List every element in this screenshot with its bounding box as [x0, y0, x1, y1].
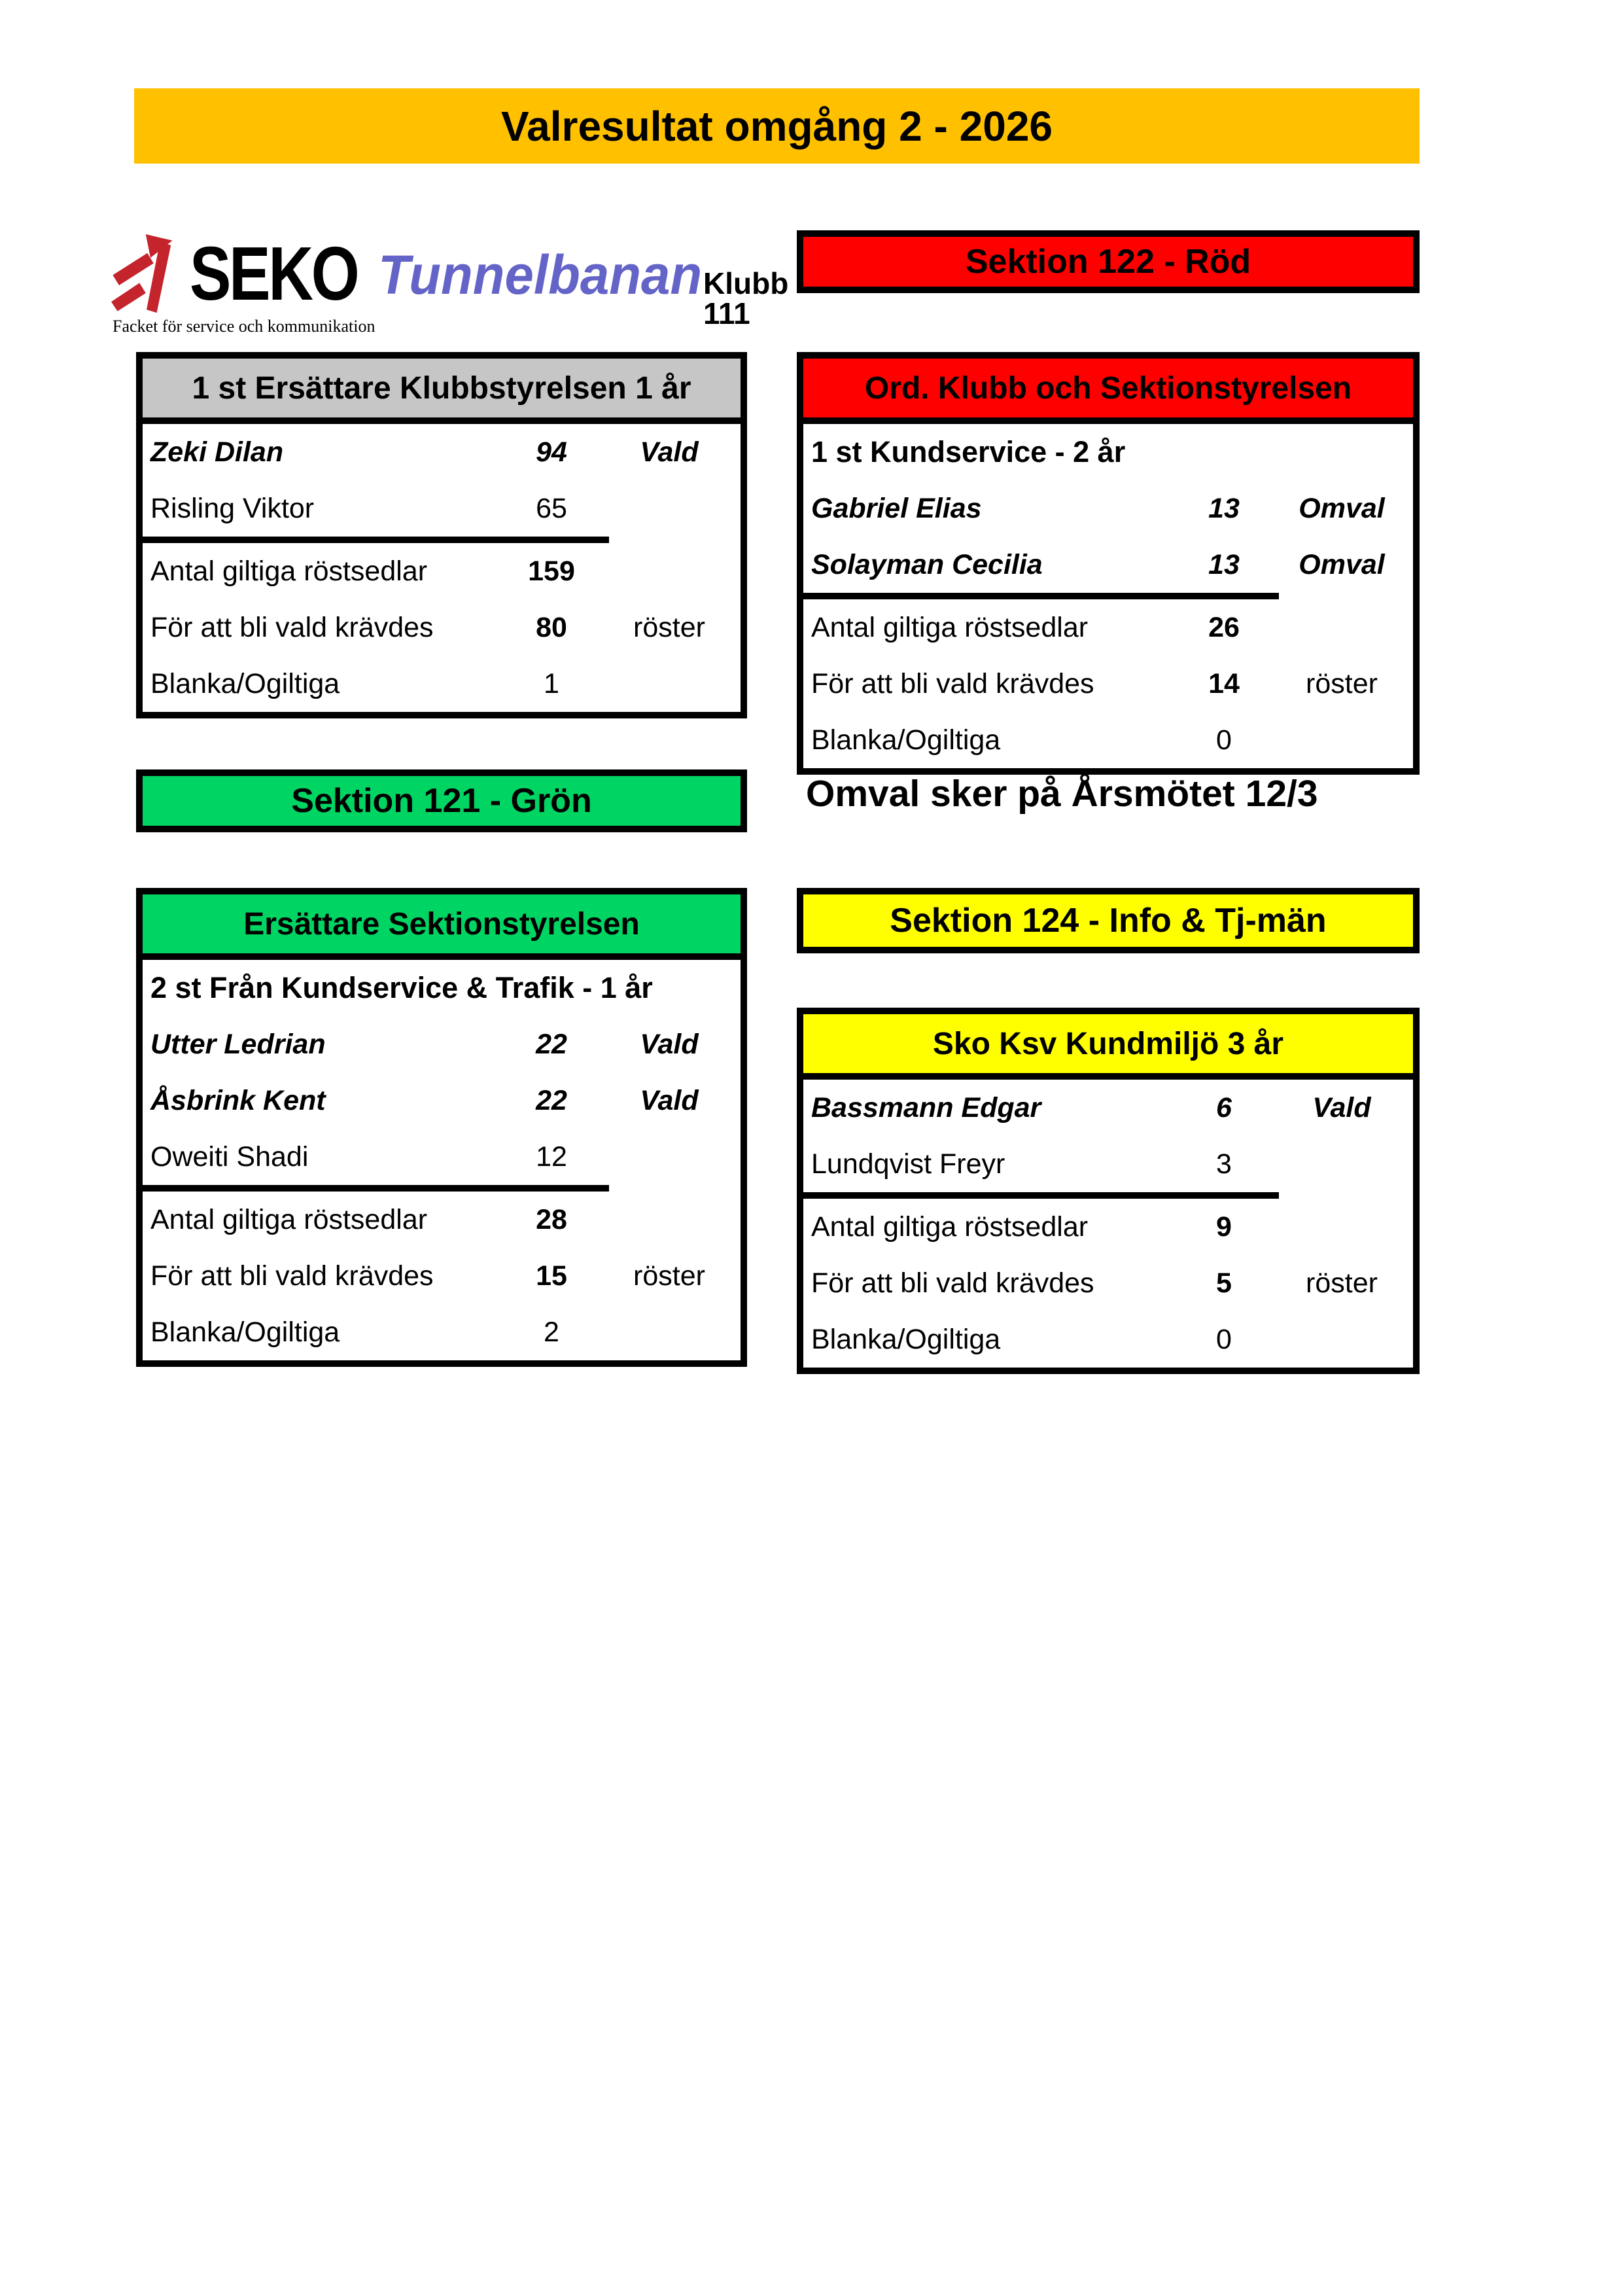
table-row	[143, 424, 741, 480]
table-row	[803, 1255, 1413, 1311]
summary-label: För att bli vald krävdes	[811, 667, 1094, 699]
summary-label: För att bli vald krävdes	[811, 1267, 1094, 1299]
logo-klubb-number: Klubb 111	[703, 266, 789, 330]
table-row	[803, 599, 1413, 656]
status-label: Vald	[640, 436, 699, 468]
table-row	[143, 1129, 741, 1185]
summary-label: Blanka/Ogiltiga	[811, 724, 1001, 756]
summary-value: 80	[536, 611, 567, 643]
vote-count: 13	[1208, 492, 1240, 524]
summary-divider	[803, 593, 1279, 599]
table-row	[803, 1136, 1413, 1192]
summary-value: 2	[544, 1316, 559, 1348]
table-row	[803, 712, 1413, 768]
table-header: Sko Ksv Kundmiljö 3 år	[803, 1014, 1413, 1080]
summary-unit: röster	[633, 1260, 705, 1292]
summary-value: 14	[1208, 667, 1240, 699]
candidate-name: Utter Ledrian	[150, 1028, 326, 1060]
omval-note: Omval sker på Årsmötet 12/3	[806, 773, 1318, 815]
summary-label: För att bli vald krävdes	[150, 1260, 434, 1292]
table-row	[143, 1016, 741, 1072]
table-row	[803, 1080, 1413, 1136]
table-row	[803, 1311, 1413, 1368]
summary-value: 15	[536, 1260, 567, 1292]
table-row	[803, 656, 1413, 712]
table-ersattare-sektionstyrelsen	[136, 888, 747, 1367]
table-row	[143, 543, 741, 599]
summary-value: 1	[544, 667, 559, 699]
status-label: Omval	[1299, 492, 1385, 524]
summary-value: 5	[1216, 1267, 1232, 1299]
summary-label: För att bli vald krävdes	[150, 611, 434, 643]
summary-value: 0	[1216, 1323, 1232, 1355]
table-row	[143, 1192, 741, 1248]
summary-label: Antal giltiga röstsedlar	[811, 1210, 1089, 1243]
seko-logo	[111, 231, 789, 336]
vote-count: 3	[1216, 1148, 1232, 1180]
logo-tagline: Facket för service och kommunikation	[113, 317, 375, 336]
table-row	[803, 1199, 1413, 1255]
table-row	[143, 1304, 741, 1360]
status-label: Vald	[640, 1028, 699, 1060]
table-header: Ord. Klubb och Sektionstyrelsen	[803, 359, 1413, 424]
status-label: Vald	[640, 1084, 699, 1116]
vote-count: 12	[536, 1140, 567, 1173]
candidate-name: Bassmann Edgar	[811, 1091, 1041, 1123]
candidate-name: Gabriel Elias	[811, 492, 982, 524]
table-ord-klubb	[797, 352, 1420, 775]
summary-unit: röster	[1306, 667, 1378, 699]
summary-divider	[143, 1185, 609, 1192]
table-row	[143, 599, 741, 656]
candidate-name: Risling Viktor	[150, 492, 315, 524]
summary-divider	[143, 537, 609, 543]
candidate-name: Solayman Cecilia	[811, 548, 1043, 580]
banner-sektion-124: Sektion 124 - Info & Tj-män	[797, 888, 1420, 953]
seko-mark-icon	[111, 234, 182, 313]
summary-label: Antal giltiga röstsedlar	[811, 611, 1089, 643]
summary-label: Antal giltiga röstsedlar	[150, 555, 428, 587]
summary-label: Blanka/Ogiltiga	[150, 667, 340, 699]
vote-count: 13	[1208, 548, 1240, 580]
summary-value: 0	[1216, 724, 1232, 756]
candidate-name: Oweiti Shadi	[150, 1140, 309, 1173]
logo-division-name: Tunnelbanan	[378, 244, 703, 306]
table-header: Ersättare Sektionstyrelsen	[143, 894, 741, 960]
banner-sektion-121: Sektion 121 - Grön	[136, 769, 747, 832]
vote-count: 22	[536, 1084, 567, 1116]
banner-sektion-122: Sektion 122 - Röd	[797, 230, 1420, 293]
summary-value: 159	[528, 555, 575, 587]
status-label: Omval	[1299, 548, 1385, 580]
logo-org-name: SEKO	[190, 231, 358, 316]
candidate-name: Lundqvist Freyr	[811, 1148, 1005, 1180]
vote-count: 94	[536, 436, 567, 468]
candidate-name: Zeki Dilan	[150, 436, 284, 468]
table-row	[143, 480, 741, 537]
status-label: Vald	[1312, 1091, 1371, 1123]
summary-value: 28	[536, 1203, 567, 1235]
table-row	[803, 480, 1413, 537]
candidate-name: Åsbrink Kent	[150, 1084, 326, 1116]
table-row	[803, 537, 1413, 593]
page-title: Valresultat omgång 2 - 2026	[134, 88, 1420, 164]
summary-unit: röster	[1306, 1267, 1378, 1299]
summary-divider	[803, 1192, 1279, 1199]
summary-label: Antal giltiga röstsedlar	[150, 1203, 428, 1235]
table-row	[143, 1072, 741, 1129]
table-subheader: 2 st Från Kundservice & Trafik - 1 år	[150, 971, 653, 1004]
table-row	[143, 656, 741, 712]
table-header: 1 st Ersättare Klubbstyrelsen 1 år	[143, 359, 741, 424]
summary-label: Blanka/Ogiltiga	[150, 1316, 340, 1348]
table-klubbstyrelsen	[136, 352, 747, 718]
summary-value: 26	[1208, 611, 1240, 643]
vote-count: 6	[1216, 1091, 1232, 1123]
table-subheader: 1 st Kundservice - 2 år	[811, 435, 1126, 468]
vote-count: 65	[536, 492, 567, 524]
summary-label: Blanka/Ogiltiga	[811, 1323, 1001, 1355]
table-sko-ksv-kundmiljo	[797, 1008, 1420, 1374]
summary-unit: röster	[633, 611, 705, 643]
table-row	[143, 1248, 741, 1304]
summary-value: 9	[1216, 1210, 1232, 1243]
vote-count: 22	[536, 1028, 567, 1060]
